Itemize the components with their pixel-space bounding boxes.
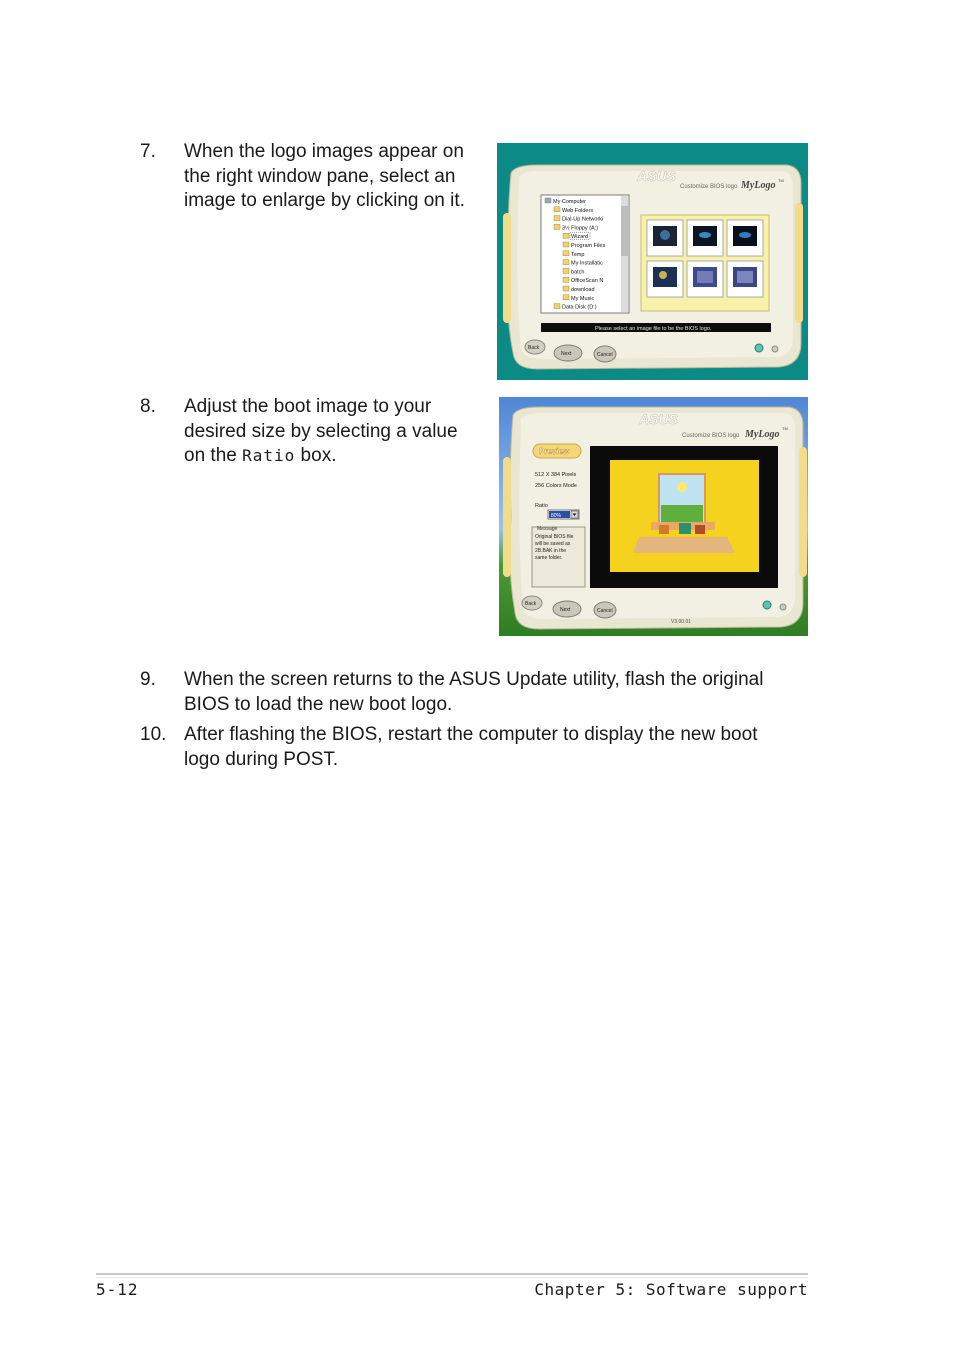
step-number: 10. — [140, 724, 167, 745]
thumbnail[interactable] — [687, 220, 723, 256]
svg-text:Preview: Preview — [539, 447, 570, 456]
svg-text:TM: TM — [782, 426, 788, 431]
svg-text:Next: Next — [560, 607, 571, 613]
cancel-button[interactable] — [594, 346, 616, 362]
svg-text:Back: Back — [528, 345, 540, 351]
folder-icon — [563, 277, 569, 282]
folder-icon — [554, 224, 560, 229]
folder-icon — [563, 268, 569, 273]
thumbnail-pane — [641, 215, 769, 311]
svg-text:Message: Message — [537, 526, 558, 532]
footer-divider — [96, 1273, 808, 1275]
window-subtitle: Customize BIOS logo — [682, 433, 740, 439]
tree-item[interactable]: My Computer — [553, 199, 587, 205]
tree-item[interactable]: Web Folders — [562, 207, 594, 214]
tree-item[interactable]: Temp — [571, 251, 585, 258]
svg-text:2B.BAK in the: 2B.BAK in the — [535, 548, 567, 554]
thumbnail[interactable] — [727, 261, 763, 297]
step-number: 7. — [140, 141, 156, 162]
tree-item[interactable]: My Music — [571, 295, 595, 302]
tree-item[interactable]: Wizard — [571, 234, 589, 241]
svg-text:Cancel: Cancel — [597, 352, 613, 358]
tree-item[interactable]: OfficeScan N — [571, 278, 604, 285]
tree-item[interactable]: download — [571, 287, 595, 293]
tree-item[interactable]: Data Disk (D:) — [562, 304, 597, 311]
color-mode-text: 256 Colors Mode — [535, 483, 577, 489]
svg-text:Next: Next — [561, 351, 572, 357]
ratio-select[interactable] — [548, 510, 579, 519]
folder-icon — [563, 295, 569, 300]
mylogo-logo: MyLogo — [741, 180, 776, 191]
chapter-title: Chapter 5: Software support — [534, 1280, 808, 1299]
step-text: When the logo images appear on the right window pane, select an image to enlarge by clicking on it. — [184, 141, 465, 211]
thumbnail[interactable] — [687, 261, 723, 297]
asus-brand-logo — [636, 168, 677, 184]
folder-icon — [554, 207, 560, 212]
svg-text:ASUS: ASUS — [637, 168, 676, 184]
tree-item[interactable]: 3½ Floppy (A:) — [562, 225, 599, 232]
mylogo-logo: MyLogo — [745, 429, 780, 440]
status-text: Please select an image file to be the BIOS logo. — [595, 326, 712, 332]
step-number: 9. — [140, 669, 156, 690]
step-text: After flashing the BIOS, restart the computer to display the new boot logo during POST. — [184, 724, 758, 770]
tree-item[interactable]: My Installatic — [571, 260, 603, 267]
logo-preview-image — [590, 446, 778, 588]
svg-text:same folder.: same folder. — [535, 555, 563, 561]
ratio-term: Ratio — [242, 446, 296, 465]
next-button[interactable] — [553, 601, 581, 617]
ratio-label: Ratio — [535, 503, 548, 509]
mylogo-preview-screenshot — [499, 397, 808, 636]
back-button[interactable] — [525, 340, 545, 354]
tree-item[interactable]: Program Files — [571, 243, 606, 249]
svg-text:80%: 80% — [551, 513, 562, 519]
asus-brand-logo: ASUS — [639, 411, 678, 427]
svg-text:Back: Back — [525, 601, 537, 607]
next-button[interactable] — [554, 345, 582, 361]
thumbnail[interactable] — [727, 220, 763, 256]
step-text: Adjust the boot image to your desired size by selecting a value on the Ratio box. — [184, 396, 458, 466]
folder-icon — [563, 233, 569, 238]
preview-badge — [533, 444, 581, 458]
cancel-button[interactable] — [594, 602, 616, 618]
folder-icon — [554, 216, 560, 221]
svg-text:TM: TM — [778, 178, 784, 183]
svg-text:Cancel: Cancel — [597, 608, 613, 614]
svg-text:Original BIOS file: Original BIOS file — [535, 534, 574, 540]
computer-icon — [545, 198, 551, 203]
back-button[interactable] — [522, 596, 542, 610]
folder-icon — [563, 242, 569, 247]
mylogo-browser-screenshot — [497, 143, 808, 380]
footer-divider — [96, 1277, 808, 1278]
folder-icon — [563, 286, 569, 291]
step-text: When the screen returns to the ASUS Update utility, flash the original BIOS to load the new boot logo. — [184, 669, 764, 715]
tree-item[interactable]: Dial-Up Networki — [562, 216, 604, 223]
page-number: 5-12 — [96, 1280, 139, 1299]
resolution-text: 512 X 384 Pixels — [535, 472, 577, 478]
tree-item[interactable]: batch — [571, 269, 585, 276]
svg-text:will be saved as: will be saved as — [535, 541, 571, 547]
window-subtitle: Customize BIOS logo — [680, 184, 738, 190]
folder-icon — [554, 304, 560, 309]
version-text: V3.00.01 — [671, 619, 692, 625]
message-box — [532, 526, 585, 587]
folder-icon — [563, 251, 569, 256]
step-number: 8. — [140, 396, 156, 417]
thumbnail[interactable] — [647, 261, 683, 297]
thumbnail[interactable] — [647, 220, 683, 256]
folder-icon — [563, 260, 569, 265]
